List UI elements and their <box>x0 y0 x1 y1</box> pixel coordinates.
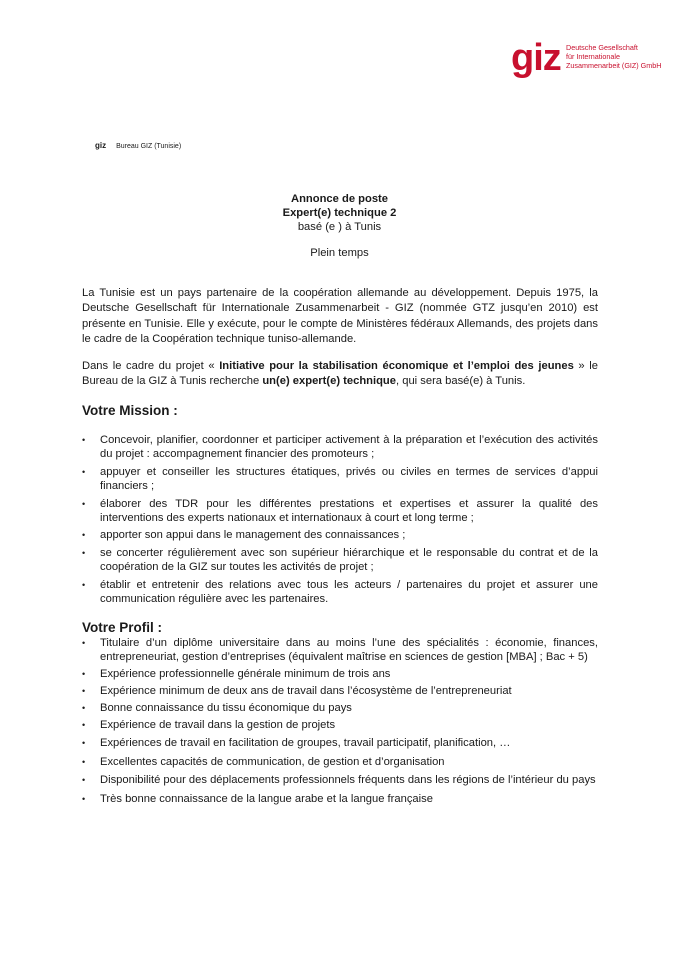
list-item <box>82 718 598 732</box>
bullet-icon: • <box>82 638 86 648</box>
bullet-icon: • <box>82 498 86 509</box>
mission-list <box>82 433 598 609</box>
list-item <box>82 546 598 575</box>
bullet-icon: • <box>82 669 86 680</box>
list-item-text: apporter son appui dans le management des connaissances ; <box>100 529 406 542</box>
bullet-icon: • <box>82 579 86 590</box>
bullet-icon: • <box>82 756 86 767</box>
list-item <box>82 736 598 750</box>
location-line: basé (e ) à Tunis <box>297 221 382 233</box>
list-item <box>82 433 598 462</box>
bullet-icon: • <box>82 793 86 804</box>
giz-logo-mark: giz <box>511 37 561 79</box>
project-paragraph <box>82 359 598 390</box>
job-heading <box>0 192 679 260</box>
bullet-icon: • <box>82 775 86 786</box>
list-item <box>82 528 598 542</box>
bullet-icon: • <box>82 547 86 558</box>
employment-type: Plein temps <box>310 247 369 259</box>
list-item-text: Expérience minimum de deux ans de travail dans l’écosystème de l’entrepreneuriat <box>100 685 512 698</box>
profile-heading: Votre Profil : <box>82 620 163 635</box>
list-item-text: établir et entretenir des relations avec tous les acteurs / partenaires du projet et assurer une communication régulière avec les partenaires. <box>100 578 598 606</box>
list-item <box>82 636 598 665</box>
project-text: Dans le cadre du projet « <box>82 360 220 372</box>
vertical-margin-text <box>26 62 34 148</box>
list-item-text: Expérience professionnelle générale minimum de trois ans <box>100 668 391 681</box>
mission-heading: Votre Mission : <box>82 403 178 418</box>
role-name: un(e) expert(e) technique <box>262 375 396 388</box>
list-item <box>82 667 598 681</box>
list-item <box>82 497 598 526</box>
office-header <box>95 141 181 150</box>
bullet-icon: • <box>82 530 86 541</box>
list-item-text: appuyer et conseiller les structures étatiques, privés ou civiles en termes de services d’appui financiers ; <box>100 465 598 493</box>
list-item <box>82 578 598 607</box>
office-label: Bureau GIZ (Tunisie) <box>116 143 182 150</box>
project-name: Initiative pour la stabilisation économique et l’emploi des jeunes <box>219 360 574 372</box>
bullet-icon: • <box>82 720 86 731</box>
list-item-text: se concerter régulièrement avec son supérieur hiérarchique et le responsable du contrat et de la coopération de la GIZ sur toutes les activités de projet ; <box>100 546 598 574</box>
list-item-text: élaborer des TDR pour les différentes prestations et expertises et assurer la qualité des interventions des experts nationaux et internationaux à court et long terme ; <box>100 497 598 525</box>
bullet-icon: • <box>82 466 86 477</box>
list-item-text: Titulaire d’un diplôme universitaire dans au moins l’une des spécialités : économie, finances, entrepreneuriat, gestion d’entreprises (équivalent maîtrise en sciences de gestion [MBA] ; Bac + 5) <box>100 637 598 664</box>
bullet-icon: • <box>82 686 86 697</box>
logo-line: Zusammenarbeit (GIZ) GmbH <box>566 60 662 70</box>
list-item <box>82 792 598 806</box>
project-text: » le Bureau de la GIZ à Tunis recherche <box>82 360 598 388</box>
list-item-text: Bonne connaissance du tissu économique du pays <box>100 702 352 715</box>
list-item-text: Concevoir, planifier, coordonner et participer activement à la préparation et l’exécution des activités du projet : accompagnement financier des promoteurs ; <box>100 434 598 461</box>
list-item-text: Disponibilité pour des déplacements professionnels fréquents dans les régions de l’intérieur du pays <box>100 774 596 787</box>
giz-logo <box>511 38 671 82</box>
logo-line: Deutsche Gesellschaft <box>566 43 638 52</box>
list-item-text: Excellentes capacités de communication, de gestion et d’organisation <box>100 755 445 768</box>
list-item <box>82 773 598 787</box>
list-item-text: Expérience de travail dans la gestion de projets <box>100 719 336 732</box>
bullet-icon: • <box>82 703 86 714</box>
logo-line: für Internationale <box>566 51 620 61</box>
bullet-icon: • <box>82 435 86 445</box>
position-title: Expert(e) technique 2 <box>282 207 397 219</box>
office-logo: giz <box>95 141 107 150</box>
list-item-text: Très bonne connaissance de la langue arabe et la langue française <box>100 792 433 805</box>
list-item-text: Expériences de travail en facilitation de groupes, travail participatif, planification, … <box>100 737 511 750</box>
list-item <box>82 701 598 715</box>
project-text: , qui sera basé(e) à Tunis. <box>396 375 526 388</box>
list-item <box>82 755 598 769</box>
list-item <box>82 684 598 698</box>
giz-logo-text <box>566 44 661 70</box>
intro-paragraph: La Tunisie est un pays partenaire de la coopération allemande au développement. Depuis 1975, la Deutsche Gesellschaft für Internationale Zusammenarbeit - GIZ (nommée GTZ jusqu’en 2010) est présente en Tunisie. Elle y exécute, pour le compte de Ministères fédéraux Allemands, des projets dans le cadre de la Coopération technique tuniso-allemande. <box>82 287 598 345</box>
profile-list <box>82 636 598 809</box>
announcement-title: Annonce de poste <box>291 193 388 205</box>
list-item <box>82 465 598 494</box>
bullet-icon: • <box>82 738 86 749</box>
